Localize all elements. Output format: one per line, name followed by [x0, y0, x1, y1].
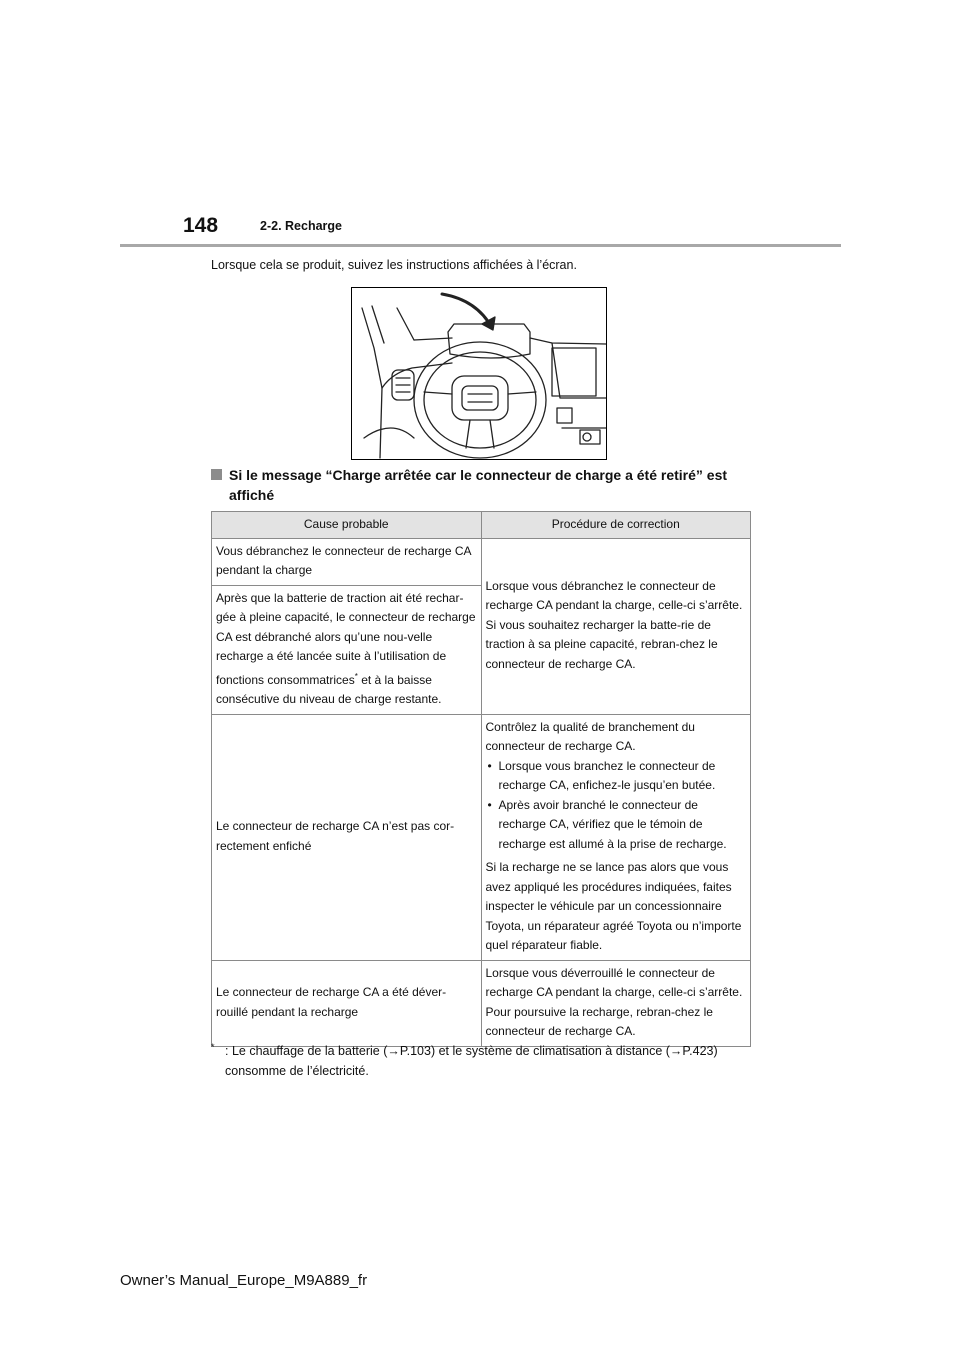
a-pillar-line	[362, 308, 382, 388]
intro-text: Lorsque cela se produit, suivez les instructions affichées à l’écran.	[211, 258, 577, 272]
table-row	[212, 538, 751, 585]
footnote-marker: *	[354, 671, 358, 681]
cause-cell	[212, 585, 482, 714]
correction-intro: Contrôlez la qualité de branchement du connecteur de recharge CA.	[485, 719, 695, 753]
section-title: 2-2. Recharge	[260, 219, 342, 233]
table-row	[212, 960, 751, 1046]
cause-text-a: Après que la batterie de traction ait été rechar-gée à pleine capacité, le connecteur de recharge CA est débranché alors qu’une nou-velle recharge a été lancée suite à l’utilisation de fonctions consommatrices	[216, 590, 476, 687]
correction-bullet: • Lorsque vous branchez le connecteur de recharge CA, enfichez-le jusqu’en butée.	[486, 757, 747, 796]
table-row	[212, 714, 751, 960]
cause-cell: Vous débranchez le connecteur de recharge CA pendant la charge	[212, 538, 482, 585]
table-header-row	[212, 512, 751, 539]
footnote-mark: *	[211, 1042, 215, 1052]
footnote	[211, 1041, 771, 1081]
section-heading	[211, 465, 751, 505]
page-footer: Owner’s Manual_Europe_M9A889_fr	[120, 1272, 368, 1289]
footnote-line-1: : Le chauffage de la batterie (→P.103) et le système de climatisation à distance (→P.423)	[225, 1044, 718, 1058]
correction-cell	[481, 714, 751, 960]
correction-bullet: • Après avoir branché le connecteur de recharge CA, vérifiez que le témoin de recharge est allumé à la prise de recharge.	[486, 796, 747, 855]
correction-cell: Lorsque vous débranchez le connecteur de recharge CA pendant la charge, celle-ci s’arrête. Si vous souhaitez recharger la batte-rie de traction à sa pleine capacité, rebran-chez le connecteur de recharge CA.	[481, 538, 751, 714]
cause-text-b: et à la baisse consécutive du niveau de charge restante.	[216, 672, 442, 706]
page-number: 148	[183, 214, 219, 237]
correction-cell: Lorsque vous déverrouillé le connecteur de recharge CA pendant la charge, celle-ci s’arrête. Pour poursuive la recharge, rebran-chez le connecteur de recharge CA.	[481, 960, 751, 1046]
column-header-cause: Cause probable	[212, 512, 482, 539]
cause-correction-table	[211, 511, 751, 1047]
heading-text: Si le message “Charge arrêtée car le connecteur de charge a été retiré” est affiché	[229, 467, 728, 503]
heading-bullet-square-icon	[211, 469, 222, 480]
header-rule	[120, 244, 841, 247]
dashboard-illustration	[351, 287, 607, 460]
correction-note: Si la recharge ne se lance pas alors que vous avez appliqué les procédures indiquées, faites inspecter le véhicule par un concessionnaire Toyota, un réparateur agréé Toyota ou n’importe quel réparateur fiable.	[485, 860, 742, 952]
cause-cell: Le connecteur de recharge CA a été déver-rouillé pendant la recharge	[212, 960, 482, 1046]
cause-cell: Le connecteur de recharge CA n’est pas cor-rectement enfiché	[212, 714, 482, 960]
steering-wheel	[414, 342, 546, 458]
column-header-correction: Procédure de correction	[481, 512, 751, 539]
footnote-line-2: consomme de l’électricité.	[225, 1064, 369, 1078]
